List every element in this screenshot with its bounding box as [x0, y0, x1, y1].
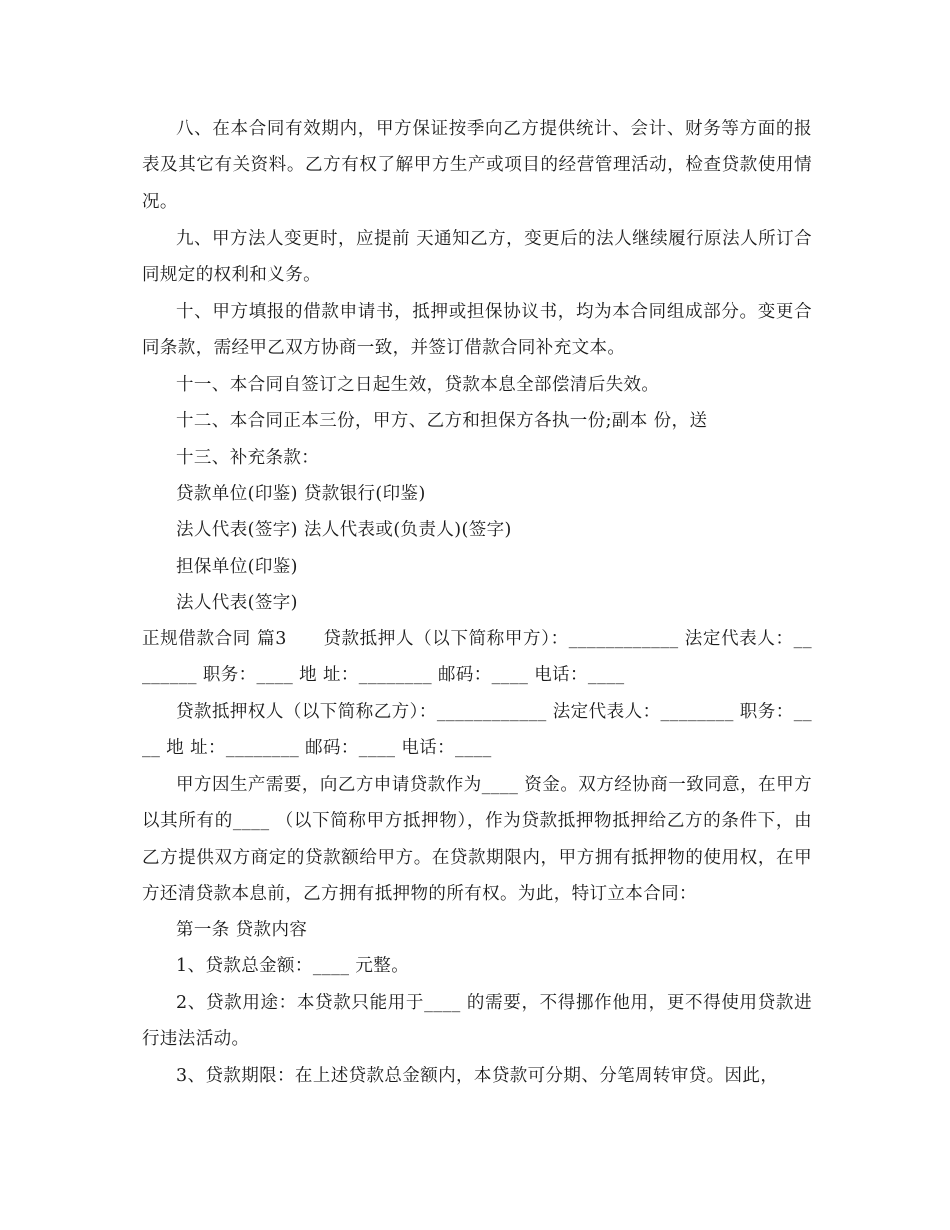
signature-lender-bank: 贷款单位(印鉴) 贷款银行(印鉴) [176, 484, 426, 504]
loan-total-amount: 1、贷款总金额：____ 元整。 [176, 956, 410, 976]
signature-guarantor: 担保单位(印鉴) [176, 557, 298, 577]
mortgagee-info: 贷款抵押权人（以下简称乙方）：____________ 法定代表人：________ 职务：____ 地 址：________ 邮码：____ 电话：____ [142, 702, 812, 759]
signature-legal-representatives: 法人代表(签字) 法人代表或(负责人)(签字) [176, 520, 512, 540]
article-1-heading: 第一条 贷款内容 [176, 920, 308, 940]
loan-term: 3、贷款期限：在上述贷款总金额内，本贷款可分期、分笔周转审贷。因此， [176, 1066, 779, 1086]
clause-13: 十三、补充条款： [176, 448, 320, 468]
clause-9: 九、甲方法人变更时，应提前 天通知乙方，变更后的法人继续履行原法人所订合同规定的权利和义务。 [142, 229, 812, 286]
clause-10: 十、甲方填报的借款申请书，抵押或担保协议书，均为本合同组成部分。变更合同条款，需经甲乙双方协商一致，并签订借款合同补充文本。 [142, 302, 812, 359]
clause-8: 八、在本合同有效期内，甲方保证按季向乙方提供统计、会计、财务等方面的报表及其它有关资料。乙方有权了解甲方生产或项目的经营管理活动，检查贷款使用情况。 [142, 119, 812, 212]
loan-purpose: 2、贷款用途：本贷款只能用于____ 的需要，不得挪作他用，更不得使用贷款进行违法活动。 [142, 993, 812, 1050]
signature-guarantor-representative: 法人代表(签字) [176, 593, 298, 613]
clause-11: 十一、本合同自签订之日起生效，贷款本息全部偿清后失效。 [176, 375, 660, 395]
clause-12: 十二、本合同正本三份，甲方、乙方和担保方各执一份;副本 份，送 [176, 411, 708, 431]
contract-preamble: 甲方因生产需要，向乙方申请贷款作为____ 资金。双方经协商一致同意，在甲方以其所有的____ （以下简称甲方抵押物），作为贷款抵押物抵押给乙方的条件下，由乙方提供双方商定的贷款额给甲方。在贷款期限内，甲方拥有抵押物的使用权，在甲方还清贷款本息前，乙方拥有抵押物的所有权。为此，特订立本合同： [142, 775, 812, 904]
contract-3-mortgagor: 正规借款合同 篇3 贷款抵押人（以下简称甲方）：____________ 法定代表人：________ 职务：____ 地 址：________ 邮码：____ 电话：____ [142, 629, 812, 686]
